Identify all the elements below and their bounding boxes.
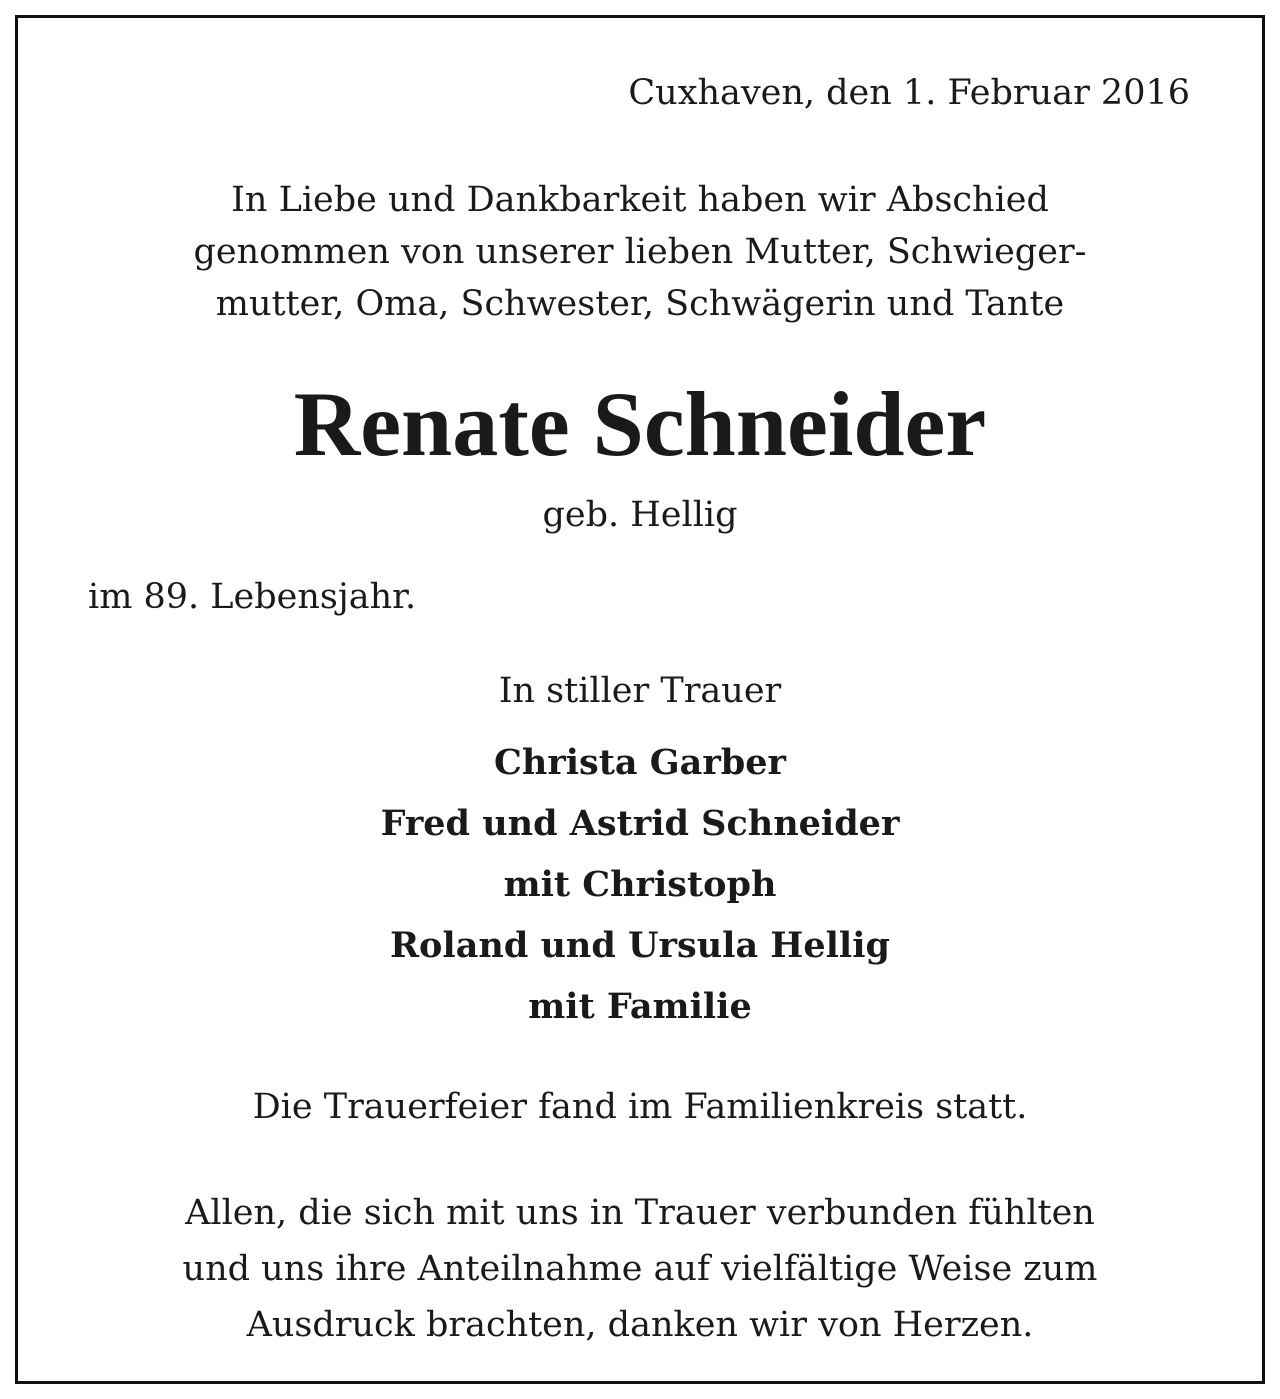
thanks-line: und uns ihre Anteilnahme auf vielfältige Weise zum — [182, 1249, 1098, 1289]
intro-line: In Liebe und Dankbarkeit haben wir Abschied — [231, 180, 1049, 220]
mourner-line: Roland und Ursula Hellig — [389, 925, 891, 966]
ceremony-note: Die Trauerfeier fand im Familienkreis statt. — [252, 1087, 1028, 1127]
maiden-name: geb. Hellig — [542, 495, 738, 535]
mourner-line: Christa Garber — [494, 742, 786, 783]
mourner-line: mit Familie — [528, 986, 752, 1027]
mourner-line: Fred und Astrid Schneider — [380, 803, 900, 844]
mourning-intro: In stiller Trauer — [498, 671, 782, 711]
mourners-list — [18, 732, 1262, 1037]
obituary-notice-frame — [15, 15, 1265, 1384]
intro-text — [18, 174, 1262, 330]
deceased-name: Renate Schneider — [293, 373, 987, 475]
thanks-line: Ausdruck brachten, danken wir von Herzen. — [246, 1305, 1034, 1345]
intro-line: genommen von unserer lieben Mutter, Schwieger- — [193, 232, 1087, 272]
thanks-text — [18, 1185, 1262, 1353]
mourner-line: mit Christoph — [503, 864, 777, 905]
place-date: Cuxhaven, den 1. Februar 2016 — [628, 73, 1190, 113]
intro-line: mutter, Oma, Schwester, Schwägerin und Tante — [215, 284, 1065, 324]
age-text: im 89. Lebensjahr. — [88, 577, 417, 617]
thanks-line: Allen, die sich mit uns in Trauer verbunden fühlten — [185, 1193, 1095, 1233]
